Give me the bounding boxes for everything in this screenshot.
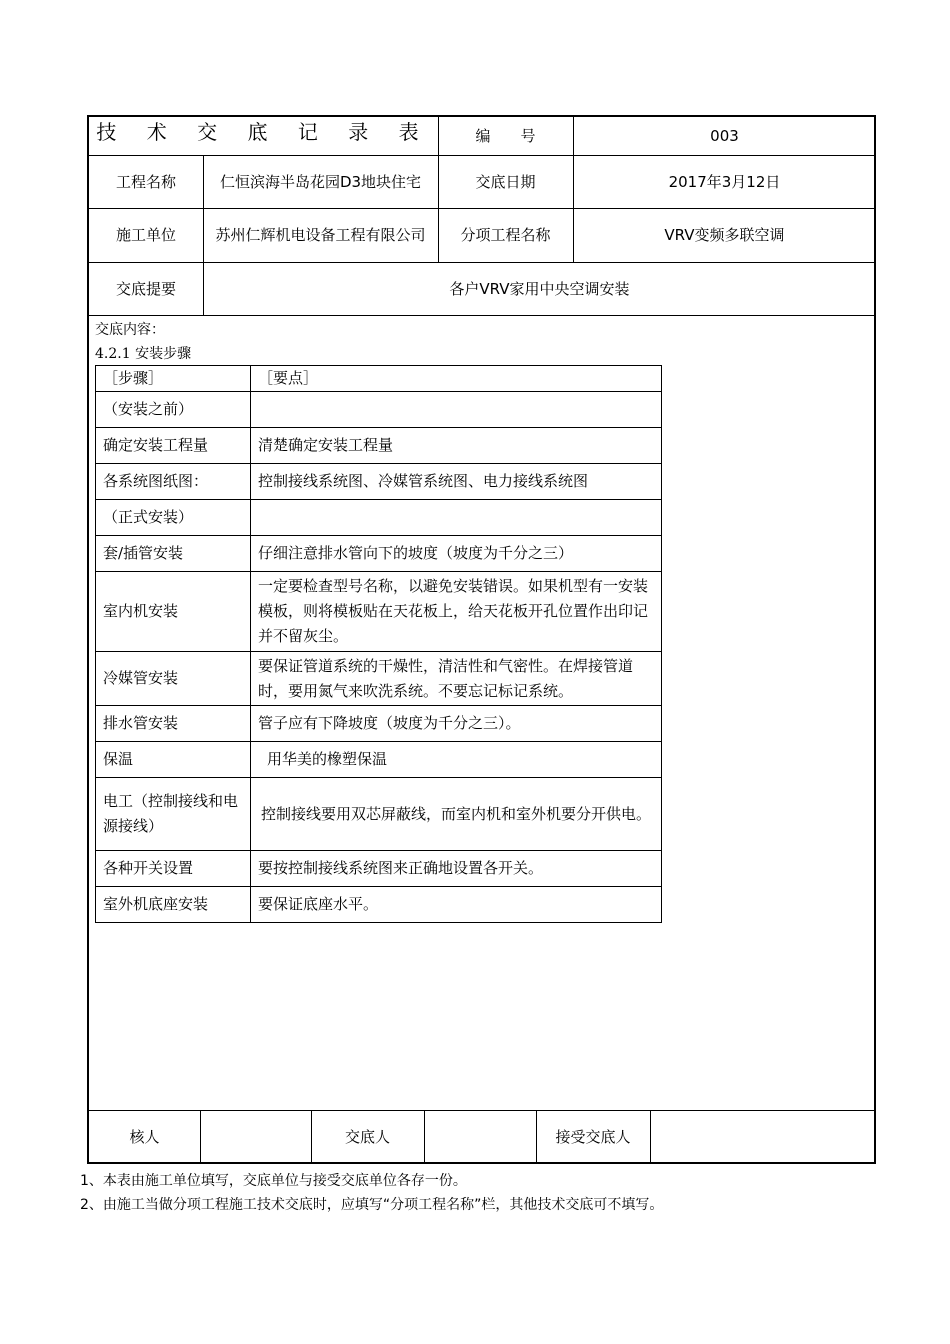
construction-unit-value: 苏州仁辉机电设备工程有限公司 xyxy=(215,226,426,244)
step-cell: 保温 xyxy=(96,742,251,778)
step-cell: 电工（控制接线和电源接线） xyxy=(96,778,251,851)
date-value: 2017年3月12日 xyxy=(668,172,781,191)
point-cell: 仔细注意排水管向下的坡度（坡度为千分之三） xyxy=(251,536,662,572)
reviewer-label: 核人 xyxy=(129,1128,160,1146)
reviewer-value xyxy=(200,1110,311,1164)
point-cell: 要保证管道系统的干燥性，清洁性和气密性。在焊接管道时，要用氮气来吹洗系统。不要忘记标记系统。 xyxy=(251,652,662,706)
number-label: 编 号 xyxy=(475,127,536,145)
footnote: 1、本表由施工单位填写，交底单位与接受交底单位各存一份。 xyxy=(80,1173,467,1189)
point-cell: 管子应有下降坡度（坡度为千分之三）。 xyxy=(251,706,662,742)
table-row xyxy=(96,652,662,706)
number-value: 003 xyxy=(710,127,739,145)
construction-unit-label: 施工单位 xyxy=(115,226,176,244)
date-label: 交底日期 xyxy=(475,172,536,191)
point-cell: 要按控制接线系统图来正确地设置各开关。 xyxy=(251,851,662,887)
step-cell: 各种开关设置 xyxy=(96,851,251,887)
table-row xyxy=(96,887,662,923)
table-row xyxy=(96,392,662,428)
step-cell: 确定安装工程量 xyxy=(96,428,251,464)
footnote: 2、由施工当做分项工程施工技术交底时，应填写“分项工程名称”栏，其他技术交底可不填写。 xyxy=(80,1197,664,1213)
point-cell xyxy=(251,392,662,428)
discloser-label: 交底人 xyxy=(344,1128,390,1146)
point-cell: 一定要检查型号名称，以避免安装错误。如果机型有一安装模板，则将模板贴在天花板上，给天花板开孔位置作出印记并不留灰尘。 xyxy=(251,572,662,652)
table-row xyxy=(96,572,662,652)
table-row xyxy=(96,536,662,572)
point-cell: 用华美的橡塑保温 xyxy=(251,742,662,778)
table-row xyxy=(96,706,662,742)
summary-label: 交底提要 xyxy=(115,279,176,298)
content-label: 交底内容： xyxy=(95,322,165,338)
section-heading: 4.2.1 安装步骤 xyxy=(95,346,192,362)
point-cell xyxy=(251,500,662,536)
receiver-label: 接受交底人 xyxy=(555,1128,631,1146)
row-divider xyxy=(89,315,876,316)
point-cell: 控制接线系统图、冷媒管系统图、电力接线系统图 xyxy=(251,464,662,500)
step-cell: 排水管安装 xyxy=(96,706,251,742)
step-cell: （正式安装） xyxy=(96,500,251,536)
point-header: ［要点］ xyxy=(251,366,662,392)
summary-value: 各户VRV家用中央空调安装 xyxy=(449,279,630,298)
table-row xyxy=(96,464,662,500)
subitem-label: 分项工程名称 xyxy=(460,226,551,244)
subitem-value: VRV变频多联空调 xyxy=(664,226,785,244)
table-header-row xyxy=(96,366,662,392)
step-cell: 室外机底座安装 xyxy=(96,887,251,923)
table-row xyxy=(96,851,662,887)
steps-table xyxy=(95,365,662,923)
step-cell: 冷媒管安装 xyxy=(96,652,251,706)
form-title: 技 术 交 底 记 录 表 xyxy=(96,120,431,144)
table-row xyxy=(96,742,662,778)
receiver-value xyxy=(650,1110,876,1164)
step-cell: 套/插管安装 xyxy=(96,536,251,572)
project-name-value: 仁恒滨海半岛花园D3地块住宅 xyxy=(219,172,422,191)
discloser-value xyxy=(424,1110,536,1164)
step-header: ［步骤］ xyxy=(96,366,251,392)
table-row xyxy=(96,778,662,851)
project-name-label: 工程名称 xyxy=(115,172,176,191)
table-row xyxy=(96,428,662,464)
point-cell: 清楚确定安装工程量 xyxy=(251,428,662,464)
point-cell: 要保证底座水平。 xyxy=(251,887,662,923)
point-cell: 控制接线要用双芯屏蔽线，而室内机和室外机要分开供电。 xyxy=(251,778,662,851)
step-cell: 各系统图纸图： xyxy=(96,464,251,500)
step-cell: （安装之前） xyxy=(96,392,251,428)
table-row xyxy=(96,500,662,536)
step-cell: 室内机安装 xyxy=(96,572,251,652)
